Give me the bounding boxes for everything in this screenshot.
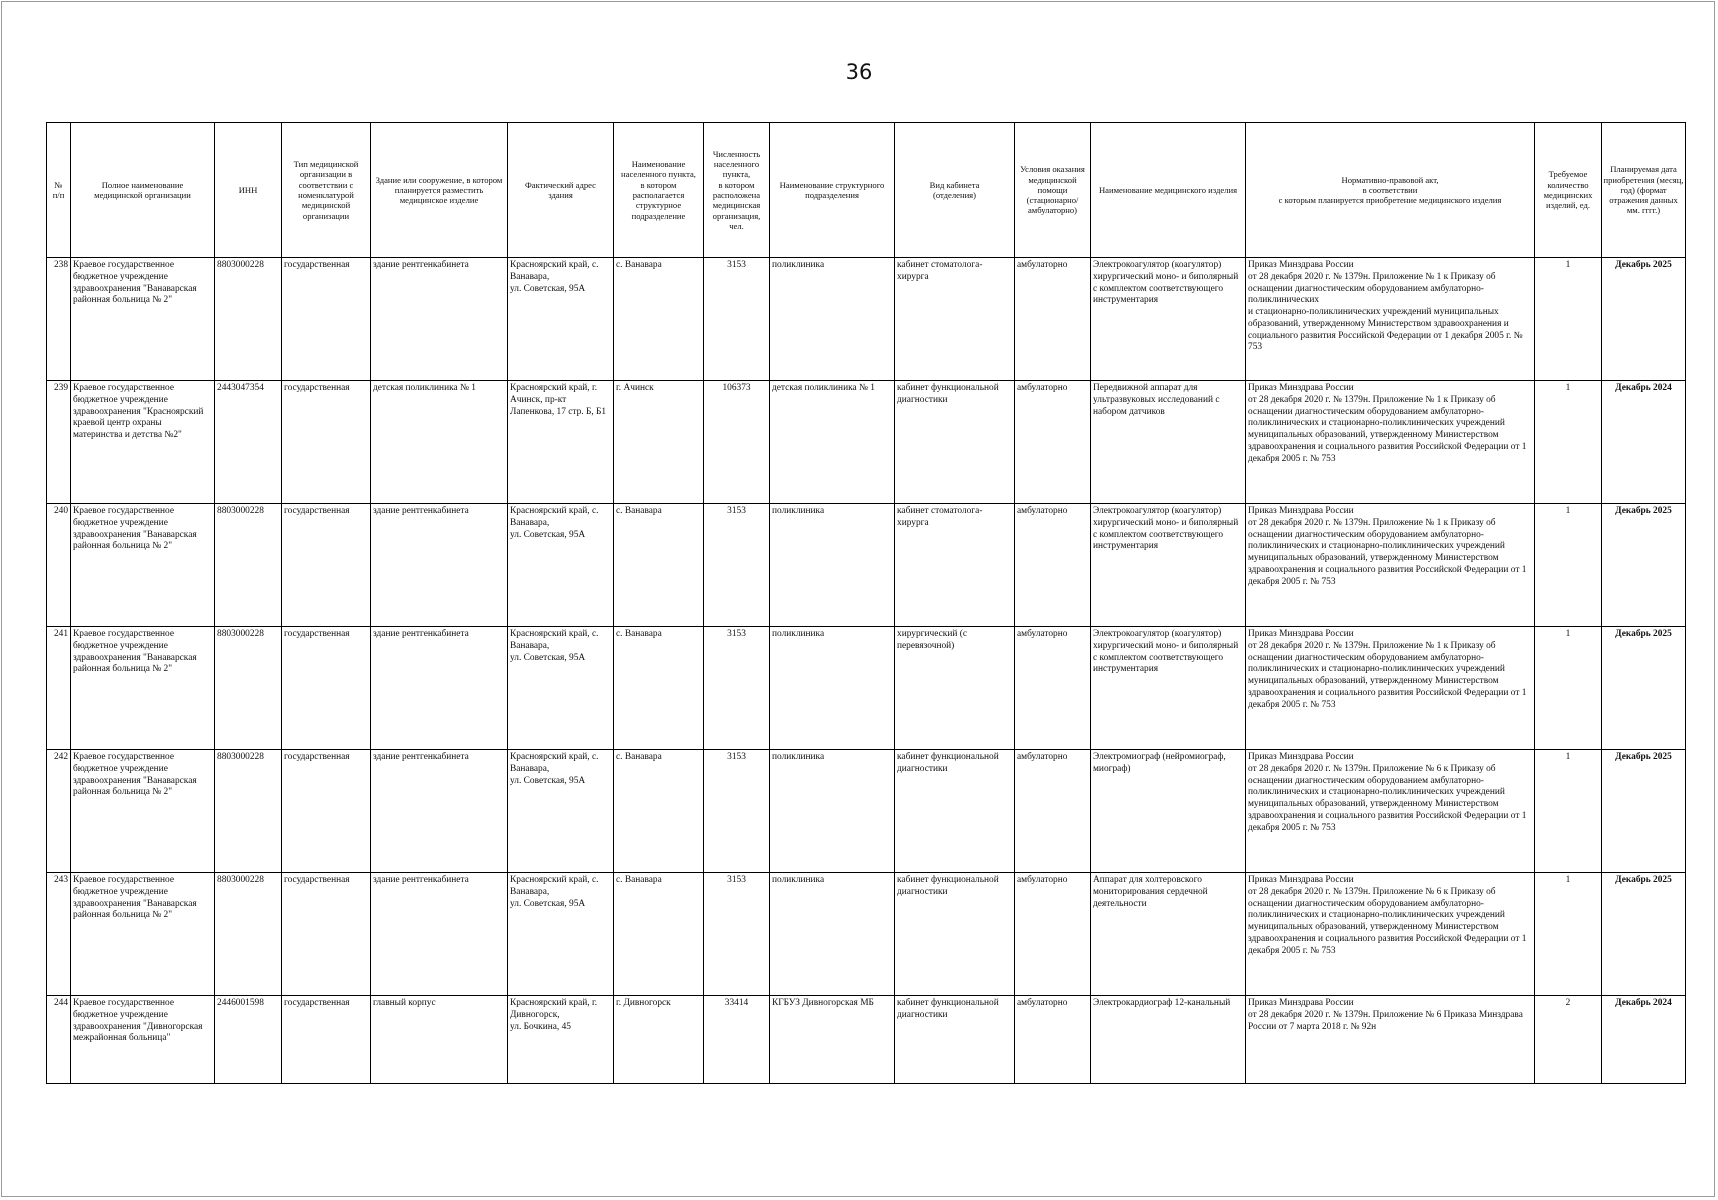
cell-cabinet: хирургический (с перевязочной) <box>895 627 1015 750</box>
header-cabinet: Вид кабинета (отделения) <box>895 123 1015 258</box>
cell-building: здание рентгенкабинета <box>371 750 508 873</box>
cell-quantity: 1 <box>1535 258 1602 381</box>
cell-org-type: государственная <box>282 750 371 873</box>
cell-settlement: г. Дивногорск <box>614 996 704 1084</box>
cell-num: 243 <box>47 873 71 996</box>
cell-quantity: 2 <box>1535 996 1602 1084</box>
cell-org-name: Краевое государственное бюджетное учреждение здравоохранения "Ванаварская районная больница № 2" <box>71 627 215 750</box>
cell-act: Приказ Минздрава России от 28 декабря 2020 г. № 1379н. Приложение № 6 к Приказу об оснащении диагностическим оборудованием амбулаторно-поликлинических и стационарно-поликлинических учреждений муниципальных образований, утвержденному Министерством здравоохранения и социального развития Российской Федерации от 1 декабря 2005 г. № 753 <box>1246 873 1535 996</box>
cell-date: Декабрь 2025 <box>1602 504 1686 627</box>
cell-num: 241 <box>47 627 71 750</box>
cell-inn: 8803000228 <box>215 258 282 381</box>
cell-device: Электромиограф (нейромиограф, миограф) <box>1091 750 1246 873</box>
cell-quantity: 1 <box>1535 750 1602 873</box>
cell-device: Электрокоагулятор (коагулятор) хирургический моно- и биполярный с комплектом соответствующего инструментария <box>1091 627 1246 750</box>
cell-cabinet: кабинет стоматолога-хирурга <box>895 258 1015 381</box>
cell-unit: поликлиника <box>770 750 895 873</box>
cell-num: 240 <box>47 504 71 627</box>
cell-building: здание рентгенкабинета <box>371 258 508 381</box>
cell-date: Декабрь 2025 <box>1602 873 1686 996</box>
header-quantity: Требуемое количество медицинских изделий, ед. <box>1535 123 1602 258</box>
cell-org-type: государственная <box>282 996 371 1084</box>
cell-act: Приказ Минздрава России от 28 декабря 2020 г. № 1379н. Приложение № 1 к Приказу об оснащении диагностическим оборудованием амбулаторно-поликлинических и стационарно-поликлинических учреждений муниципальных образований, утвержденному Министерством здравоохранения и социального развития Российской Федерации от 1 декабря 2005 г. № 753 <box>1246 381 1535 504</box>
cell-quantity: 1 <box>1535 873 1602 996</box>
cell-inn: 8803000228 <box>215 873 282 996</box>
cell-device: Электрокоагулятор (коагулятор) хирургический моно- и биполярный с комплектом соответствующего инструментария <box>1091 504 1246 627</box>
cell-address: Красноярский край, с. Ванавара, ул. Советская, 95А <box>508 504 614 627</box>
cell-building: здание рентгенкабинета <box>371 627 508 750</box>
header-population: Численность населенного пункта, в котором расположена медицинская организация, чел. <box>704 123 770 258</box>
cell-unit: КГБУЗ Дивногорская МБ <box>770 996 895 1084</box>
cell-device: Электрокардиограф 12-канальный <box>1091 996 1246 1084</box>
cell-quantity: 1 <box>1535 504 1602 627</box>
cell-address: Красноярский край, с. Ванавара, ул. Советская, 95А <box>508 627 614 750</box>
cell-org-type: государственная <box>282 381 371 504</box>
header-inn: ИНН <box>215 123 282 258</box>
cell-conditions: амбулаторно <box>1015 750 1091 873</box>
cell-org-name: Краевое государственное бюджетное учреждение здравоохранения "Дивногорская межрайонная больница" <box>71 996 215 1084</box>
cell-building: детская поликлиника № 1 <box>371 381 508 504</box>
table-row <box>47 873 1686 996</box>
header-act: Нормативно-правовой акт, в соответствии с которым планируется приобретение медицинского изделия <box>1246 123 1535 258</box>
cell-date: Декабрь 2024 <box>1602 996 1686 1084</box>
cell-unit: поликлиника <box>770 627 895 750</box>
cell-date: Декабрь 2025 <box>1602 258 1686 381</box>
page-number: 36 <box>845 60 873 84</box>
cell-org-type: государственная <box>282 504 371 627</box>
cell-settlement: с. Ванавара <box>614 627 704 750</box>
cell-population: 3153 <box>704 873 770 996</box>
cell-building: здание рентгенкабинета <box>371 873 508 996</box>
cell-org-name: Краевое государственное бюджетное учреждение здравоохранения "Ванаварская районная больница № 2" <box>71 750 215 873</box>
header-device: Наименование медицинского изделия <box>1091 123 1246 258</box>
header-settlement: Наименование населенного пункта, в котором располагается структурное подразделение <box>614 123 704 258</box>
cell-address: Красноярский край, г. Ачинск, пр-кт Лапенкова, 17 стр. Б, Б1 <box>508 381 614 504</box>
cell-date: Декабрь 2025 <box>1602 750 1686 873</box>
header-date: Планируемая дата приобретения (месяц, год) (формат отражения данных мм. гггг.) <box>1602 123 1686 258</box>
cell-device: Электрокоагулятор (коагулятор) хирургический моно- и биполярный с комплектом соответствующего инструментария <box>1091 258 1246 381</box>
cell-org-name: Краевое государственное бюджетное учреждение здравоохранения "Ванаварская районная больница № 2" <box>71 504 215 627</box>
cell-quantity: 1 <box>1535 627 1602 750</box>
cell-inn: 2446001598 <box>215 996 282 1084</box>
header-org-type: Тип медицинской организации в соответствии с номенклатурой медицинской организации <box>282 123 371 258</box>
cell-unit: поликлиника <box>770 873 895 996</box>
cell-num: 238 <box>47 258 71 381</box>
cell-inn: 8803000228 <box>215 750 282 873</box>
cell-conditions: амбулаторно <box>1015 996 1091 1084</box>
cell-conditions: амбулаторно <box>1015 381 1091 504</box>
cell-conditions: амбулаторно <box>1015 258 1091 381</box>
cell-quantity: 1 <box>1535 381 1602 504</box>
cell-cabinet: кабинет функциональной диагностики <box>895 873 1015 996</box>
header-unit: Наименование структурного подразделения <box>770 123 895 258</box>
cell-device: Аппарат для холтеровского мониторирования сердечной деятельности <box>1091 873 1246 996</box>
header-row <box>47 123 1686 258</box>
cell-population: 106373 <box>704 381 770 504</box>
cell-cabinet: кабинет стоматолога-хирурга <box>895 504 1015 627</box>
cell-building: главный корпус <box>371 996 508 1084</box>
cell-unit: детская поликлиника № 1 <box>770 381 895 504</box>
cell-inn: 8803000228 <box>215 504 282 627</box>
cell-settlement: с. Ванавара <box>614 258 704 381</box>
header-org-name: Полное наименование медицинской организации <box>71 123 215 258</box>
cell-date: Декабрь 2025 <box>1602 627 1686 750</box>
cell-org-type: государственная <box>282 627 371 750</box>
cell-cabinet: кабинет функциональной диагностики <box>895 750 1015 873</box>
cell-population: 3153 <box>704 750 770 873</box>
cell-population: 3153 <box>704 627 770 750</box>
cell-cabinet: кабинет функциональной диагностики <box>895 381 1015 504</box>
cell-unit: поликлиника <box>770 504 895 627</box>
cell-conditions: амбулаторно <box>1015 627 1091 750</box>
cell-conditions: амбулаторно <box>1015 873 1091 996</box>
cell-org-name: Краевое государственное бюджетное учреждение здравоохранения "Ванаварская районная больница № 2" <box>71 873 215 996</box>
header-building: Здание или сооружение, в котором планируется разместить медицинское изделие <box>371 123 508 258</box>
cell-act: Приказ Минздрава России от 28 декабря 2020 г. № 1379н. Приложение № 1 к Приказу об оснащении диагностическим оборудованием амбулаторно-поликлинических и стационарно-поликлинических учреждений муниципальных образований, утвержденному Министерством здравоохранения и социального развития Российской Федерации от 1 декабря 2005 г. № 753 <box>1246 258 1535 381</box>
cell-address: Красноярский край, с. Ванавара, ул. Советская, 95А <box>508 750 614 873</box>
cell-inn: 8803000228 <box>215 627 282 750</box>
cell-inn: 2443047354 <box>215 381 282 504</box>
cell-population: 33414 <box>704 996 770 1084</box>
cell-address: Красноярский край, с. Ванавара, ул. Советская, 95А <box>508 258 614 381</box>
cell-act: Приказ Минздрава России от 28 декабря 2020 г. № 1379н. Приложение № 6 Приказа Минздрава России от 7 марта 2018 г. № 92н <box>1246 996 1535 1084</box>
table-row <box>47 996 1686 1084</box>
cell-settlement: с. Ванавара <box>614 750 704 873</box>
cell-device: Передвижной аппарат для ультразвуковых исследований с набором датчиков <box>1091 381 1246 504</box>
cell-population: 3153 <box>704 258 770 381</box>
cell-act: Приказ Минздрава России от 28 декабря 2020 г. № 1379н. Приложение № 1 к Приказу об оснащении диагностическим оборудованием амбулаторно-поликлинических и стационарно-поликлинических учреждений муниципальных образований, утвержденному Министерством здравоохранения и социального развития Российской Федерации от 1 декабря 2005 г. № 753 <box>1246 627 1535 750</box>
cell-address: Красноярский край, г. Дивногорск, ул. Бочкина, 45 <box>508 996 614 1084</box>
cell-num: 244 <box>47 996 71 1084</box>
cell-conditions: амбулаторно <box>1015 504 1091 627</box>
cell-address: Красноярский край, с. Ванавара, ул. Советская, 95А <box>508 873 614 996</box>
header-num: № п/п <box>47 123 71 258</box>
cell-unit: поликлиника <box>770 258 895 381</box>
cell-org-type: государственная <box>282 873 371 996</box>
cell-org-name: Краевое государственное бюджетное учреждение здравоохранения "Ванаварская районная больница № 2" <box>71 258 215 381</box>
cell-org-type: государственная <box>282 258 371 381</box>
table-row <box>47 504 1686 627</box>
header-conditions: Условия оказания медицинской помощи (стационарно/ амбулаторно) <box>1015 123 1091 258</box>
table-row <box>47 258 1686 381</box>
cell-num: 242 <box>47 750 71 873</box>
cell-settlement: с. Ванавара <box>614 873 704 996</box>
table-row <box>47 627 1686 750</box>
header-address: Фактический адрес здания <box>508 123 614 258</box>
cell-cabinet: кабинет функциональной диагностики <box>895 996 1015 1084</box>
cell-act: Приказ Минздрава России от 28 декабря 2020 г. № 1379н. Приложение № 1 к Приказу об оснащении диагностическим оборудованием амбулаторно-поликлинических и стационарно-поликлинических учреждений муниципальных образований, утвержденному Министерством здравоохранения и социального развития Российской Федерации от 1 декабря 2005 г. № 753 <box>1246 504 1535 627</box>
cell-settlement: с. Ванавара <box>614 504 704 627</box>
cell-org-name: Краевое государственное бюджетное учреждение здравоохранения "Красноярский краевой центр охраны материнства и детства №2" <box>71 381 215 504</box>
cell-act: Приказ Минздрава России от 28 декабря 2020 г. № 1379н. Приложение № 6 к Приказу об оснащении диагностическим оборудованием амбулаторно-поликлинических и стационарно-поликлинических учреждений муниципальных образований, утвержденному Министерством здравоохранения и социального развития Российской Федерации от 1 декабря 2005 г. № 753 <box>1246 750 1535 873</box>
cell-settlement: г. Ачинск <box>614 381 704 504</box>
cell-date: Декабрь 2024 <box>1602 381 1686 504</box>
cell-population: 3153 <box>704 504 770 627</box>
equipment-register-table <box>46 122 1686 1084</box>
table-row <box>47 381 1686 504</box>
cell-building: здание рентгенкабинета <box>371 504 508 627</box>
cell-num: 239 <box>47 381 71 504</box>
table-row <box>47 750 1686 873</box>
